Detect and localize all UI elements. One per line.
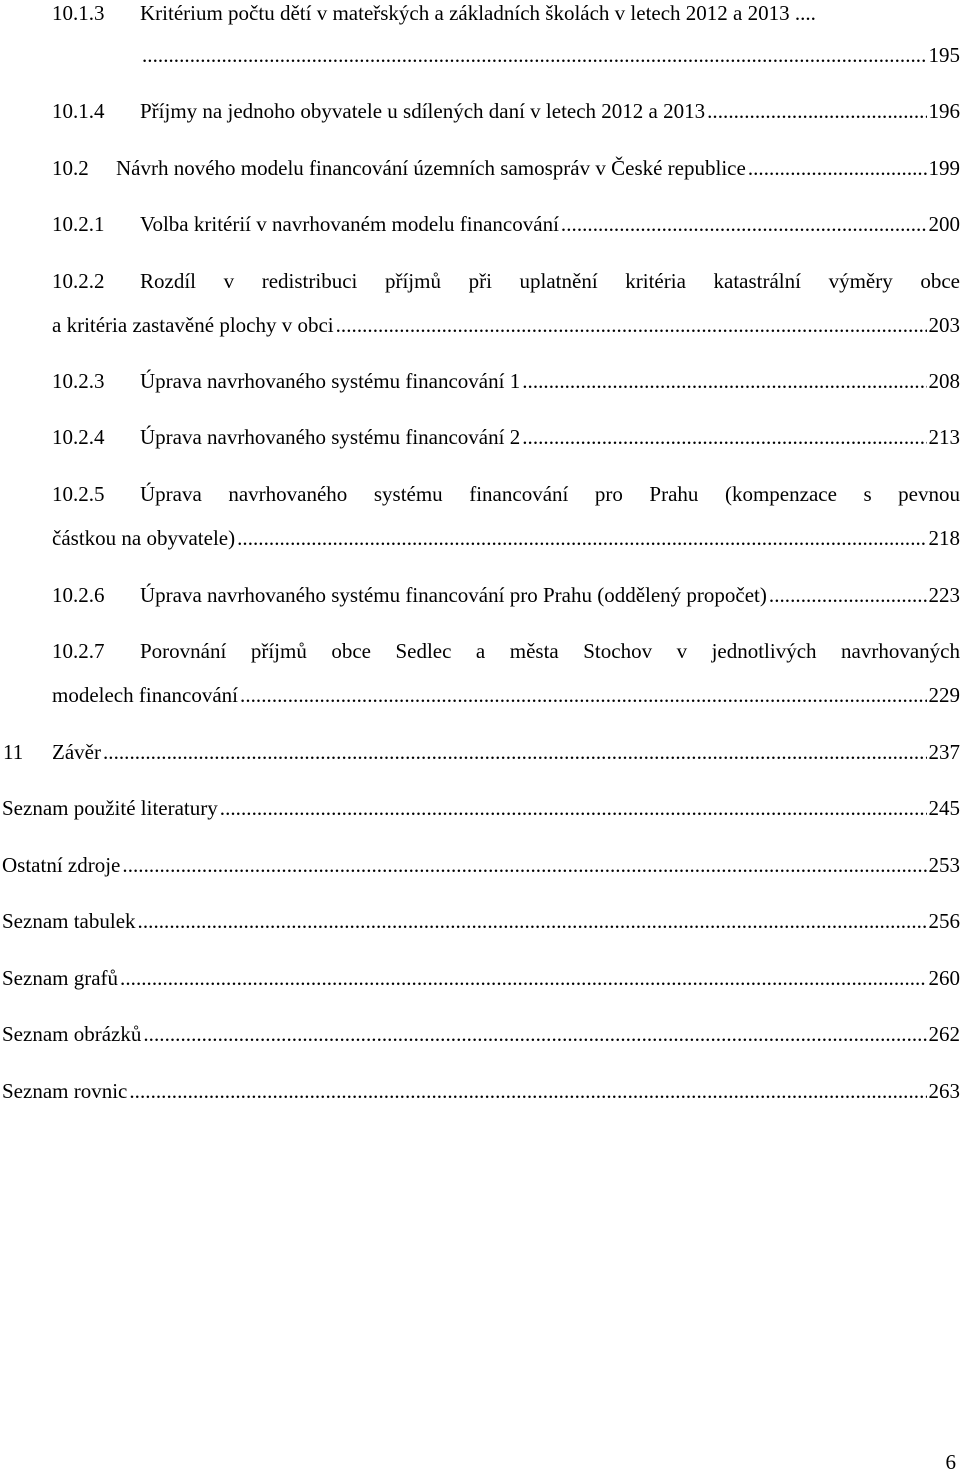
dot-leader	[561, 211, 927, 237]
dot-leader	[707, 98, 926, 124]
toc-entry-title-cont: a kritéria zastavěné plochy v obci	[52, 313, 334, 337]
toc-entry-10-2[interactable]	[52, 155, 960, 181]
toc-entry-title: Úprava navrhovaného systému financování 1	[140, 369, 521, 393]
toc-entry-page: 237	[928, 740, 960, 764]
toc-entry-10-2-6[interactable]	[52, 582, 960, 608]
dot-leader	[220, 795, 927, 821]
toc-entry-number: 10.2.6	[52, 583, 105, 607]
toc-entry-page: 262	[928, 1022, 960, 1046]
toc-entry-seznam-grafu[interactable]	[0, 965, 960, 991]
toc-entry-number: 10.2	[52, 156, 89, 180]
toc-entry-page: 223	[928, 583, 960, 607]
toc-entry-page: 245	[928, 796, 960, 820]
toc-entry-title-cont: modelech financování	[52, 683, 239, 707]
toc-entry-title: Seznam použité literatury	[2, 796, 218, 820]
toc-entry-title: Rozdíl v redistribuci příjmů při uplatnění kritéria katastrální výměry obce	[140, 269, 960, 293]
toc-entry-title: Příjmy na jednoho obyvatele u sdílených daní v letech 2012 a 2013	[140, 99, 706, 123]
toc-entry-page: 263	[928, 1079, 960, 1103]
toc-entry-title: Úprava navrhovaného systému financování pro Prahu (kompenzace s pevnou	[140, 482, 960, 506]
toc-entry-10-2-4[interactable]	[52, 424, 960, 450]
dot-leader	[120, 965, 926, 991]
dot-leader	[143, 1021, 926, 1047]
dot-leader	[237, 525, 926, 551]
toc-entry-title: Ostatní zdroje	[2, 853, 121, 877]
dot-leader	[336, 312, 927, 338]
toc-entry-10-2-5[interactable]	[52, 481, 960, 507]
toc-entry-literatura[interactable]	[0, 795, 960, 821]
dot-leader	[240, 682, 926, 708]
toc-entry-10-2-5-cont[interactable]	[52, 525, 960, 551]
toc-entry-page: 200	[928, 212, 960, 236]
toc-entry-page: 256	[928, 909, 960, 933]
dot-leader	[522, 368, 926, 394]
toc-entry-page: 196	[928, 99, 960, 123]
dot-leader	[122, 852, 926, 878]
toc-entry-title: Porovnání příjmů obce Sedlec a města Stochov v jednotlivých navrhovaných	[140, 639, 960, 663]
toc-entry-page: 218	[928, 526, 960, 550]
toc-entry-10-2-2[interactable]	[52, 268, 960, 294]
toc-entry-seznam-tabulek[interactable]	[0, 908, 960, 934]
toc-entry-title: Úprava navrhovaného systému financování pro Prahu (oddělený propočet)	[140, 583, 767, 607]
toc-entry-seznam-obrazku[interactable]	[0, 1021, 960, 1047]
toc-entry-10-2-7-cont[interactable]	[52, 682, 960, 708]
dot-leader	[522, 424, 926, 450]
toc-entry-number: 10.1.4	[52, 99, 105, 123]
toc-entry-number: 10.2.7	[52, 639, 105, 663]
toc-entry-title: Závěr	[52, 740, 101, 764]
toc-entry-title: Seznam rovnic	[2, 1079, 128, 1103]
toc-entry-number: 10.1.3	[52, 1, 105, 25]
toc-entry-page: 208	[928, 369, 960, 393]
toc-entry-number: 10.2.1	[52, 212, 105, 236]
dot-leader	[138, 908, 927, 934]
toc-entry-number: 10.2.2	[52, 269, 105, 293]
toc-entry-number: 10.2.3	[52, 369, 105, 393]
toc-entry-ostatni-zdroje[interactable]	[0, 852, 960, 878]
toc-entry-page: 195	[928, 43, 960, 67]
toc-entry-title: Úprava navrhovaného systému financování 2	[140, 425, 521, 449]
toc-entry-title-cont: částkou na obyvatele)	[52, 526, 236, 550]
toc-entry-page: 229	[928, 683, 960, 707]
dot-leader	[748, 155, 927, 181]
toc-entry-title: Volba kritérií v navrhovaném modelu financování	[140, 212, 559, 236]
toc-entry-10-2-1[interactable]	[52, 211, 960, 237]
toc-entry-page: 260	[928, 966, 960, 990]
toc-entry-10-1-3[interactable]	[52, 0, 960, 26]
toc-entry-number: 10.2.4	[52, 425, 105, 449]
toc-entry-title: Seznam obrázků	[2, 1022, 142, 1046]
toc-entry-page: 199	[928, 156, 960, 180]
toc-entry-title: Návrh nového modelu financování územních samospráv v České republice	[116, 156, 746, 180]
toc-entry-title: Seznam tabulek	[2, 909, 136, 933]
toc-entry-number: 10.2.5	[52, 482, 105, 506]
toc-entry-page: 213	[928, 425, 960, 449]
toc-entry-seznam-rovnic[interactable]	[0, 1078, 960, 1104]
toc-entry-page: 203	[928, 313, 960, 337]
toc-entry-11[interactable]	[0, 739, 960, 765]
toc-entry-10-2-7[interactable]	[52, 638, 960, 664]
toc-entry-10-2-3[interactable]	[52, 368, 960, 394]
toc-entry-page: 253	[928, 853, 960, 877]
toc-entry-10-1-4[interactable]	[52, 98, 960, 124]
toc-entry-10-2-2-cont[interactable]	[52, 312, 960, 338]
toc-entry-10-1-3-cont[interactable]	[140, 42, 960, 68]
dot-leader	[769, 582, 927, 608]
toc-entry-title: Seznam grafů	[2, 966, 119, 990]
page-number: 6	[945, 1450, 956, 1474]
dot-leader	[103, 739, 927, 765]
toc-entry-number: 11	[3, 740, 24, 764]
dot-leader	[142, 42, 927, 68]
toc-entry-title: Kritérium počtu dětí v mateřských a základních školách v letech 2012 a 2013 ....	[140, 1, 816, 25]
dot-leader	[129, 1078, 926, 1104]
